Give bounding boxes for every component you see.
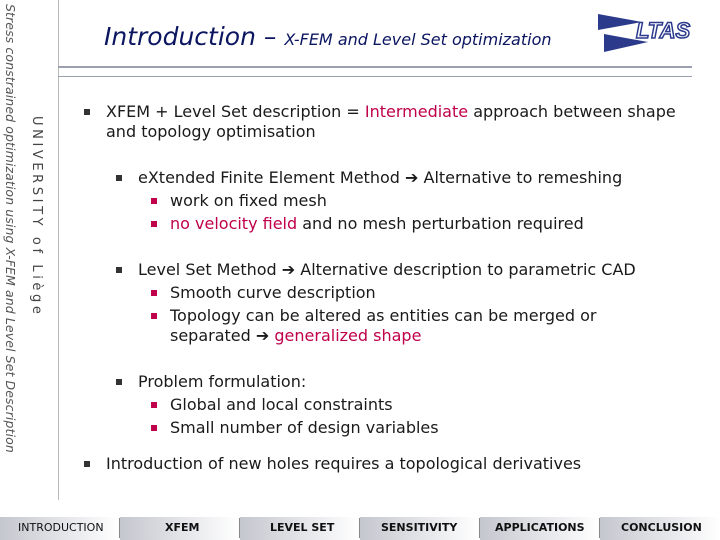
highlight-intermediate: Intermediate — [364, 102, 469, 121]
sub-bullet-levelset: Level Set Method ➔ Alternative description to parametric CAD — [138, 260, 636, 280]
ltas-logo — [596, 8, 702, 56]
bullet-marker — [151, 290, 157, 296]
header-rule-bottom — [58, 76, 692, 77]
bullet-marker — [151, 313, 157, 319]
item-design-variables: Small number of design variables — [170, 418, 439, 438]
bullet-marker — [84, 461, 90, 467]
bullet-new-holes: Introduction of new holes requires a topological derivatives — [106, 454, 581, 474]
arrow-icon: ➔ — [281, 260, 296, 279]
nav-conclusion[interactable]: CONCLUSION — [621, 521, 702, 534]
header-rule-top — [58, 66, 692, 68]
logo-text: LTAS — [636, 18, 691, 43]
title-sub: X-FEM and Level Set optimization — [284, 30, 552, 49]
nav-applications[interactable]: APPLICATIONS — [495, 521, 585, 534]
sub-bullet-problem: Problem formulation: — [138, 372, 306, 392]
bullet-marker — [116, 267, 122, 273]
bullet-marker — [151, 402, 157, 408]
item-fixed-mesh: work on fixed mesh — [170, 191, 327, 211]
nav-level-set[interactable]: LEVEL SET — [270, 521, 335, 534]
nav-divider — [359, 518, 360, 538]
nav-bar — [0, 517, 720, 540]
bullet-marker — [116, 175, 122, 181]
item-topology: Topology can be altered as entities can be merged or separated ➔ generalized shape — [170, 306, 597, 346]
bullet-marker — [84, 109, 90, 115]
nav-divider — [599, 518, 600, 538]
page-title — [104, 22, 552, 51]
nav-divider — [119, 518, 120, 538]
sidebar-divider — [58, 0, 59, 500]
item-smooth-curve: Smooth curve description — [170, 283, 376, 303]
item-no-velocity: no velocity field and no mesh perturbation required — [170, 214, 584, 234]
bullet-marker — [151, 221, 157, 227]
arrow-icon: ➔ — [405, 168, 419, 187]
arrow-icon: ➔ — [255, 326, 270, 345]
nav-divider — [479, 518, 480, 538]
item-constraints: Global and local constraints — [170, 395, 393, 415]
bullet-marker — [151, 198, 157, 204]
nav-xfem[interactable]: XFEM — [165, 521, 200, 534]
title-main: Introduction – — [104, 22, 277, 51]
bullet-xfem-levelset: XFEM + Level Set description = Intermediate approach between shape and topology optimisation — [106, 102, 696, 142]
sub-bullet-xfem: eXtended Finite Element Method ➔ Alternative to remeshing — [138, 168, 622, 188]
sidebar-university: UNIVERSITY of Liège — [29, 116, 44, 318]
nav-divider — [239, 518, 240, 538]
nav-sensitivity[interactable]: SENSITIVITY — [381, 521, 458, 534]
nav-introduction[interactable]: INTRODUCTION — [18, 521, 104, 534]
sidebar-description: Stress constrained optimization using X-FEM and Level Set Description — [3, 4, 18, 453]
bullet-marker — [151, 425, 157, 431]
highlight-no-velocity: no velocity field — [170, 214, 298, 233]
highlight-generalized-shape: generalized shape — [274, 326, 422, 345]
bullet-marker — [116, 379, 122, 385]
